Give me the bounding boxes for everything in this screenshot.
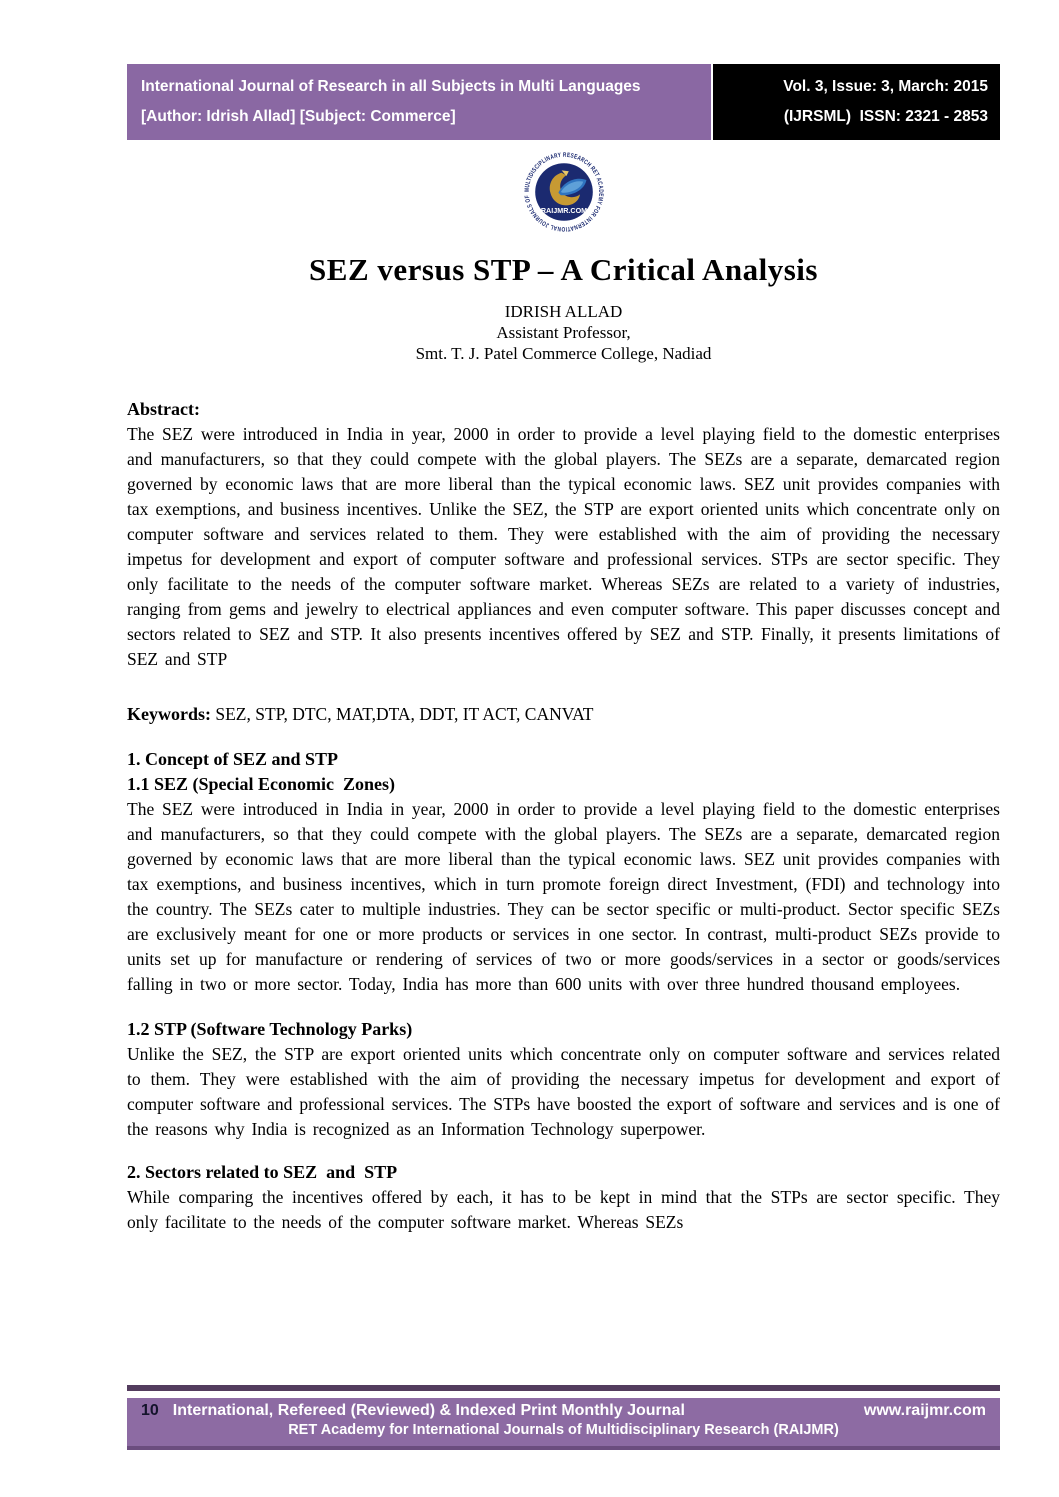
footer-journal-line: International, Refereed (Reviewed) & Indexed Print Monthly Journal (172, 1402, 685, 1419)
journal-header-right (713, 64, 1000, 140)
author-designation: Assistant Professor, (496, 323, 631, 342)
journal-header-left (127, 64, 711, 140)
section-1-heading: 1. Concept of SEZ and STP (127, 749, 339, 769)
footer-website: www.raijmr.com (863, 1402, 986, 1419)
journal-header (127, 64, 1000, 140)
logo-center-text: RAIJMR.COM (540, 205, 587, 215)
keywords-label: Keywords: (127, 704, 211, 724)
author-affiliation: Smt. T. J. Patel Commerce College, Nadiad (415, 344, 712, 363)
journal-title: International Journal of Research in all Subjects in Multi Languages (141, 78, 641, 95)
section-1-2-heading: 1.2 STP (Software Technology Parks) (127, 1019, 413, 1039)
section-2-text: While comparing the incentives offered by each, it has to be kept in mind that the STPs are sector specific. They only facilitate to the needs of the computer software market. Whereas SEZs (127, 1187, 1000, 1232)
author-name: IDRISH ALLAD (504, 302, 623, 321)
footer-page-number: 10 (141, 1402, 159, 1419)
keywords-line (127, 702, 1000, 727)
logo-ring-text: MULTIDISCIPLINARY RESEARCH RET ACADEMY FOR INTERNATIONAL JOURNALS OF (523, 151, 604, 233)
footer-academy-line: RET Academy for International Journals of Multidisciplinary Research (RAIJMR) (288, 1422, 839, 1438)
raijmr-logo-icon (516, 144, 612, 240)
section-1-1-heading: 1.1 SEZ (Special Economic Zones) (127, 774, 396, 794)
raijmr-logo (127, 144, 1000, 240)
footer-divider (127, 1385, 1000, 1391)
footer (127, 1398, 1000, 1450)
section-1-1-text: The SEZ were introduced in India in year, 2000 in order to provide a level playing field to the domestic enterprises and manufacturers, so that they could compete with the global players. The SEZs are a separate, demarcated region governed by economic laws that are more liberal than the typical economic laws. SEZ unit provides companies with tax exemptions, and business incentives, which in turn promote foreign direct Investment, (FDI) and technology into the country. The SEZs cater to multiple industries. They can be sector specific or multi-product. Sector specific SEZs are exclusively meant for one or more products or services in one sector. In contrast, multi-product SEZs provide to units set up for manufacture or rendering of services of two or more goods/services in a sector or goods/services falling in two or more sector. Today, India has more than 600 units with over three hundred thousand employees. (127, 799, 1000, 994)
author-block (127, 301, 1000, 364)
keywords-value: SEZ, STP, DTC, MAT,DTA, DDT, IT ACT, CANVAT (211, 704, 594, 724)
journal-issn: (IJRSML) ISSN: 2321 - 2853 (783, 108, 988, 125)
journal-vol-issue: Vol. 3, Issue: 3, March: 2015 (783, 78, 988, 95)
journal-author-subject: [Author: Idrish Allad] [Subject: Commerce] (141, 108, 456, 125)
abstract-text: The SEZ were introduced in India in year, 2000 in order to provide a level playing field to the domestic enterprises and manufacturers, so that they could compete with the global players. The SEZs are a separate, demarcated region governed by economic laws that are more liberal than the typical economic laws. SEZ unit provides companies with tax exemptions, and business incentives. Unlike the SEZ, the STP are export oriented units which concentrate only on computer software and services related to them. They were established with the aim of providing the necessary impetus for development and export of computer software and professional services. STPs are sector specific. They only facilitate to the needs of the computer software market. Whereas SEZs are related to a variety of industries, ranging from gems and jewelry to electrical appliances and even computer software. This paper discusses concept and sectors related to SEZ and STP. It also presents incentives offered by SEZ and STP. Finally, it presents limitations of SEZ and STP (127, 424, 1000, 669)
abstract-heading: Abstract: (127, 399, 200, 419)
page-title: SEZ versus STP – A Critical Analysis (309, 252, 818, 287)
section-1-2-text: Unlike the SEZ, the STP are export oriented units which concentrate only on computer software and services related to them. They were established with the aim of providing the necessary impetus for development and export of computer software and professional services. The STPs have boosted the export of software and services and is one of the reasons why India is recognized as an Information Technology superpower. (127, 1044, 1000, 1139)
section-2-heading: 2. Sectors related to SEZ and STP (127, 1162, 398, 1182)
